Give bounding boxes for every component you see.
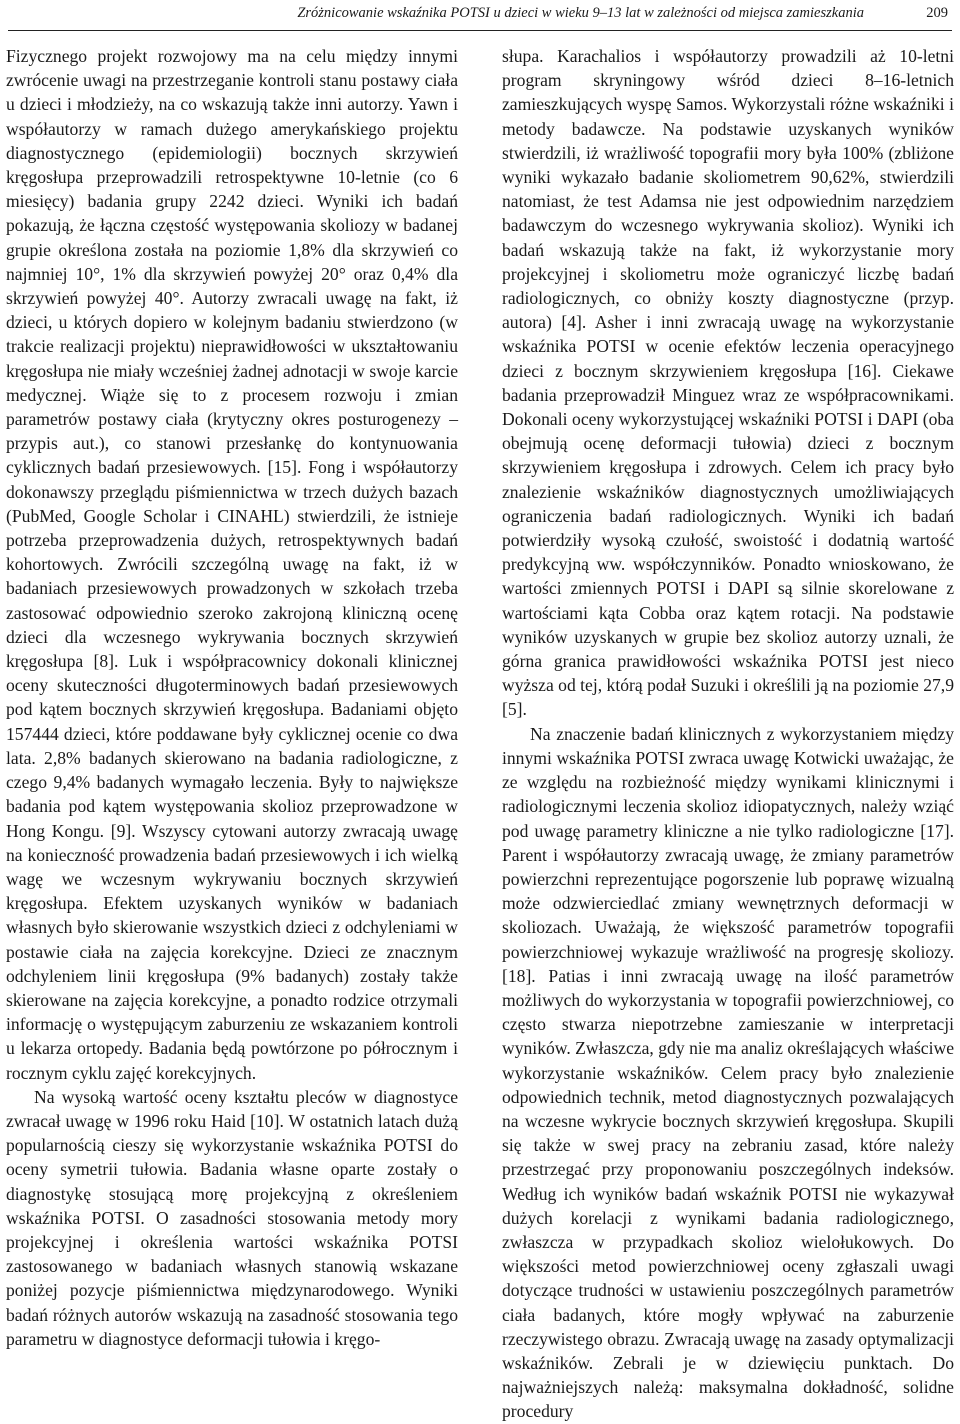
running-title: Zróżnicowanie wskaźnika POTSI u dzieci w wieku 9–13 lat w zależności od miejsca zamieszkania [297, 5, 864, 21]
paragraph: słupa. Karachalios i współautorzy prowadzili aż 10-letni program skryningowy wśród dzieci 8–16-letnich zamieszkujących wyspę Samos. Wykorzystali różne wskaźniki i metody badawcze. Na podstawie uzyskanych wyników stwierdzili, iż wrażliwość topografii mory była 100% (zbliżone wyniki wykazało badanie skoliometrem 90,62%, stwierdzili natomiast, że test Adamsa nie jest odpowiednim narzędziem badawczym do wczesnego wykrywania skolioz). Wyniki ich badań wskazują także na fakt, iż wykorzystanie mory projekcyjnej i skoliometru może ograniczyć liczbę badań radiologicznych, co obniży koszty diagnostyczne (przyp. autora) [4]. Asher i inni zwracają uwagę na wykorzystanie wskaźnika POTSI w ocenie efektów leczenia operacyjnego dzieci z bocznym skrzywieniem kręgosłupa [16]. Ciekawe badania przeprowadził Minguez wraz ze współpracownikami. Dokonali oceny wykorzystującej wskaźniki POTSI i DAPI (oba obejmują ocenę deformacji tułowia) dzieci z bocznym skrzywieniem kręgosłupa i zdrowych. Celem ich pracy było znalezienie wskaźników diagnostycznych umożliwiających ograniczenia badań radiologicznych. Wyniki ich badań potwierdziły wysoką czułość, swoistość i dodatnią wartość predykcyjną ww. współczynników. Ponadto wnioskowano, że wartości zmiennych POTSI i DAPI są silnie skorelowane z wartościami kąta Cobba oraz kątem rotacji. Na podstawie wyników uzyskanych w grupie bez skolioz autorzy uznali, że górna granica prawidłowości wskaźnika POTSI jest nieco wyższa od tej, którą podał Suzuki i określili ją na poziomie 27,9 [5]. [502, 46, 954, 720]
right-column [502, 44, 954, 1424]
running-header [8, 0, 952, 31]
left-column [6, 44, 458, 1351]
paragraph: Na znaczenie badań klinicznych z wykorzystaniem między innymi wskaźnika POTSI zwraca uwagę Kotwicki uważając, że ze względu na rozbieżność między wynikami klinicznymi i radiologicznymi leczenia skolioz idiopatycznych, należy wziąć pod uwagę parametry kliniczne a nie tylko radiologiczne [17]. Parent i współautorzy zwracają uwagę, że zmiany parametrów powierzchni reprezentujące pogorszenie lub poprawę wizualną może odzwierciedlać zmiany wewnętrznych deformacji w skoliozach. Uważają, że większość parametrów topografii powierzchniowej wykazuje wrażliwość na progresję skoliozy. [18]. Patias i inni zwracają uwagę na ilość parametrów możliwych do wykorzystania w topografii powierzchniowej, co często stwarza niepotrzebne zamieszanie w interpretacji wyników. Zwłaszcza, gdy nie ma analiz określających właściwe wykorzystanie wskaźników. Celem pracy było znalezienie odpowiednich technik, metod diagnostycznych pozwalających na wczesne wykrycie bocznych skrzywień kręgosłupa. Skupili się także w swej pracy na zebraniu zasad, które należy przestrzegać przy proponowaniu poszczególnych indeksów. Według ich wyników badań wskaźnik POTSI nie wykazywał dużych korelacji z wynikami badania radiologicznego, zwłaszcza w przypadkach skolioz wielołukowych. Do większości metod powierzchniowej oceny zgłaszali uwagi dotyczące trudności w ustawieniu poszczególnych parametrów ciała badanych, które mogły wpływać na zaburzenie rzeczywistego obrazu. Zwracają uwagę na zasady optymalizacji wskaźników. Zebrali je w dziewięciu punktach. Do najważniejszych należą: maksymalna dokładność, solidne procedury [502, 723, 954, 1422]
page-number: 209 [926, 5, 948, 21]
paragraph: Fizycznego projekt rozwojowy ma na celu między innymi zwrócenie uwagi na przestrzeganie kontroli stanu postawy ciała u dzieci i młodzieży, na co wskazują także inni autorzy. Yawn i współautorzy w ramach dużego amerykańskiego projektu diagnostycznego (epidemiologii) bocznych skrzywień kręgosłupa przeprowadzili retrospektywne 10-letnie (co 6 miesięcy) badania grupy 2242 dzieci. Wyniki ich badań pokazują, że łączna częstość występowania skoliozy w badanej grupie określona została na poziomie 1,8% dla skrzywień co najmniej 10°, 1% dla skrzywień powyżej 20° oraz 0,4% dla skrzywień powyżej 40°. Autorzy zwracali uwagę na fakt, iż dzieci, u których dopiero w kolejnym badaniu stwierdzono (w trakcie realizacji projektu) nieprawidłowości w ukształtowaniu kręgosłupa nie miały wcześniej żadnej adnotacji w swoje karcie medycznej. Wiąże się to z procesem rozwoju i zmian parametrów postawy ciała (krytyczny okres posturogenezy – przypis aut.), co stanowi przesłankę do kontynuowania cyklicznych badań przesiewowych. [15]. Fong i współautorzy dokonawszy przeglądu piśmiennictwa w trzech dużych bazach (PubMed, Google Scholar i CINAHL) stwierdzili, że istnieje potrzeba przeprowadzenia dużych, retrospektywnych badań kohortowych. Zwrócili szczególną uwagę na fakt, iż w badaniach przesiewowych prowadzonych w szkołach trzeba zastosować odpowiednio szeroko zakrojoną kliniczną ocenę dzieci dla wczesnego wykrywania bocznych skrzywień kręgosłupa [8]. Luk i współpracownicy dokonali klinicznej oceny skuteczności długoterminowych badań przesiewowych pod kątem bocznych skrzywień kręgosłupa. Badaniami objęto 157444 dzieci, które poddawane były cyklicznej ocenie co dwa lata. 2,8% badanych skierowano na badania radiologiczne, z czego 9,4% badanych wymagało leczenia. Były to największe badania pod kątem występowania skolioz przeprowadzone w Hong Kongu. [9]. Wszyscy cytowani autorzy zwracają uwagę na konieczność prowadzenia badań przesiewowych i ich wielką wagę we wczesnym wykrywaniu bocznych skrzywień kręgosłupa. Efektem uzyskanych wyników w badaniach własnych było skierowanie wszystkich dzieci z odchyleniami w postawie ciała na zajęcia korekcyjne. Dzieci ze znacznym odchyleniem linii kręgosłupa (9% badanych) zostały także skierowane na zajęcia korekcyjne, a ponadto rodzice otrzymali informację o występującym zaburzeniu ze wskazaniem kontroli u lekarza ortopedy. Badania będą powtórzone po półrocznym i rocznym cyklu zajęć korekcyjnych. [6, 46, 458, 1083]
paragraph: Na wysoką wartość oceny kształtu pleców w diagnostyce zwracał uwagę w 1996 roku Haid [10]. W ostatnich latach dużą popularnością cieszy się wykorzystanie wskaźnika POTSI do oceny symetrii tułowia. Badania własne oparte zostały o diagnostykę stosującą morę projekcyjną z określeniem wskaźnika POTSI. O zasadności stosowania metody mory projekcyjnej i określenia wartości wskaźnika POTSI zastosowanego w badaniach własnych stanowią wskazane poniżej pozycje piśmiennictwa międzynarodowego. Wyniki badań różnych autorów wskazują na zasadność stosowania tego parametru w diagnostyce deformacji tułowia i kręgo- [6, 1086, 458, 1349]
